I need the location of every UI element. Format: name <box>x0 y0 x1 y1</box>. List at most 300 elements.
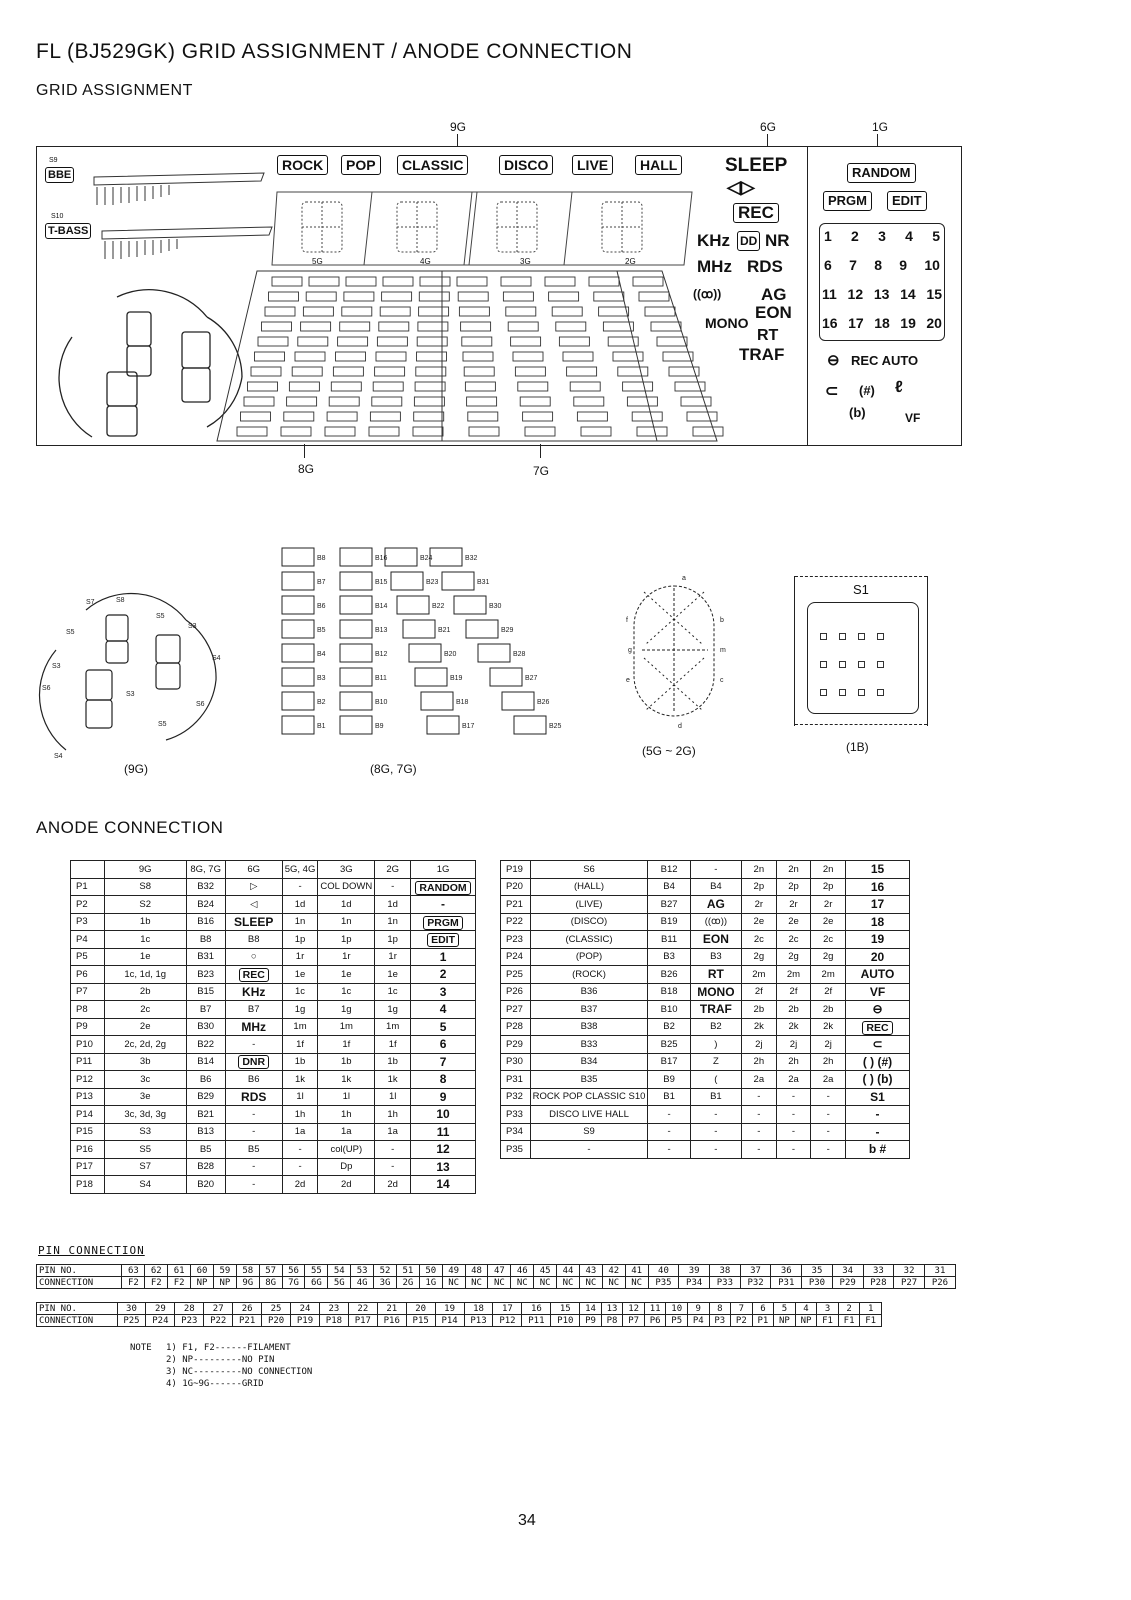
pin-row <box>37 1265 956 1277</box>
table-cell: 1a <box>318 1123 375 1141</box>
svg-text:S5: S5 <box>66 629 75 636</box>
table-cell: 1n <box>282 913 318 931</box>
pin-cell: 3G <box>374 1277 397 1289</box>
pin-cell: P21 <box>233 1315 262 1327</box>
grid-tick <box>877 134 878 146</box>
table-cell: - <box>776 1141 811 1159</box>
table-cell: P4 <box>71 931 105 949</box>
anode-table-left <box>70 860 476 1194</box>
pin-cell: 57 <box>259 1265 282 1277</box>
detail-bar-label: B22 <box>432 603 445 610</box>
table-cell: - <box>776 1106 811 1124</box>
table-cell: B32 <box>186 878 225 896</box>
table-cell: P15 <box>71 1123 105 1141</box>
table-cell: - <box>282 1141 318 1159</box>
table-cell: - <box>845 1106 909 1124</box>
table-cell: RT <box>690 966 741 984</box>
pin-cell: 17 <box>493 1303 522 1315</box>
spectrum-bar-segment <box>379 322 409 331</box>
pin-cell: 36 <box>771 1265 802 1277</box>
table-cell: 10 <box>411 1106 476 1124</box>
table-cell: MHz <box>225 1018 282 1036</box>
pin-cell: NC <box>465 1277 488 1289</box>
detail-bar-segment <box>282 644 314 662</box>
table-cell: 8 <box>411 1071 476 1089</box>
table-cell: B23 <box>186 966 225 984</box>
detail-bar-segment <box>514 716 546 734</box>
table-cell: S9 <box>530 1123 648 1141</box>
spectrum-bar-segment <box>413 427 443 436</box>
pin-cell: 18 <box>464 1303 493 1315</box>
pin-row-label: PIN NO. <box>37 1303 118 1315</box>
eon-indicator: EON <box>755 303 792 322</box>
table-cell: P14 <box>71 1106 105 1124</box>
detail-bar-segment <box>421 692 453 710</box>
table-cell: - <box>530 1141 648 1159</box>
table-cell: S3 <box>104 1123 186 1141</box>
table-cell: P24 <box>501 948 531 966</box>
pin-cell: NC <box>579 1277 602 1289</box>
table-cell: B21 <box>186 1106 225 1124</box>
table-cell: 1c <box>282 983 318 1001</box>
table-cell: - <box>648 1123 690 1141</box>
table-cell: 1c <box>375 983 411 1001</box>
pin-cell: 44 <box>557 1265 580 1277</box>
table-cell: 2c <box>776 931 811 949</box>
pin-row-label: CONNECTION <box>37 1277 122 1289</box>
table-cell: B31 <box>186 948 225 966</box>
anode-connection-heading: ANODE CONNECTION <box>36 818 224 837</box>
pin-cell: P34 <box>679 1277 710 1289</box>
pin-cell: P26 <box>924 1277 955 1289</box>
spectrum-bar-segment <box>248 382 278 391</box>
table-cell: 1d <box>318 896 375 914</box>
pin-cell: P8 <box>601 1315 623 1327</box>
table-cell: 17 <box>845 896 909 914</box>
spectrum-bar-segment <box>459 307 489 316</box>
spectrum-bar-segment <box>518 382 548 391</box>
detail-bar-segment <box>282 668 314 686</box>
table-cell: 1a <box>282 1123 318 1141</box>
table-cell: 1f <box>282 1036 318 1054</box>
dolby-icon: DD <box>737 231 760 251</box>
table-cell: 2m <box>811 966 846 984</box>
table-cell: B8 <box>225 931 282 949</box>
detail-bar-label: B18 <box>456 699 469 706</box>
table-cell: 2f <box>776 983 811 1001</box>
track-1: 1 <box>824 228 832 244</box>
spectrum-bar-segment <box>463 352 493 361</box>
table-cell: - <box>690 1123 741 1141</box>
table-row <box>71 1123 476 1141</box>
detail-bar-segment <box>340 548 372 566</box>
table-cell: 2n <box>742 861 777 879</box>
table-row <box>71 1036 476 1054</box>
grid-label-6g: 6G <box>760 120 777 134</box>
table-cell: - <box>742 1088 777 1106</box>
s10-label: S10 <box>51 213 64 220</box>
spectrum-bar-segment <box>627 397 657 406</box>
spectrum-bar-segment <box>632 412 662 421</box>
spectrum-bar-segment <box>513 352 543 361</box>
note-line: 3) NC---------NO CONNECTION <box>166 1367 313 1377</box>
table-cell: B25 <box>648 1036 690 1054</box>
detail-bar-segment <box>282 572 314 590</box>
pin-cell: 58 <box>236 1265 259 1277</box>
track-9: 9 <box>899 257 908 273</box>
table-cell: 1c <box>318 983 375 1001</box>
detail-bar-label: B10 <box>375 699 388 706</box>
table-cell: P20 <box>501 878 531 896</box>
table-cell: B7 <box>186 1001 225 1019</box>
table-row <box>501 1088 910 1106</box>
table-cell: 2g <box>776 948 811 966</box>
table-cell: P5 <box>71 948 105 966</box>
table-cell: 1e <box>282 966 318 984</box>
pin-cell: P12 <box>493 1315 522 1327</box>
table-cell: 1b <box>104 913 186 931</box>
spectrum-bar-segment <box>506 307 536 316</box>
edit-indicator: EDIT <box>887 191 927 211</box>
detail-bar-segment <box>340 644 372 662</box>
grid-tick <box>767 134 768 146</box>
table-cell: KHz <box>225 983 282 1001</box>
spectrum-bar-segment <box>298 337 328 346</box>
spectrum-bar-segment <box>508 322 538 331</box>
table-cell: B37 <box>530 1001 648 1019</box>
svg-text:S6: S6 <box>42 685 51 692</box>
pin-cell: 38 <box>710 1265 741 1277</box>
table-cell: - <box>648 1106 690 1124</box>
svg-text:a: a <box>682 575 686 582</box>
pin-cell: P19 <box>291 1315 320 1327</box>
pin-cell: P20 <box>262 1315 291 1327</box>
pin-cell: NP <box>774 1315 796 1327</box>
table-row <box>501 1053 910 1071</box>
table-header-cell: 9G <box>104 861 186 879</box>
pin-cell: 51 <box>396 1265 419 1277</box>
mode-hall: HALL <box>635 155 682 175</box>
table-row <box>501 861 910 879</box>
table-cell: 4 <box>411 1001 476 1019</box>
table-cell: Z <box>690 1053 741 1071</box>
table-cell: S6 <box>530 861 648 879</box>
pin-cell: 52 <box>374 1265 397 1277</box>
table-cell: 1p <box>282 931 318 949</box>
table-cell: ▷ <box>225 878 282 896</box>
spectrum-bar-segment <box>577 412 607 421</box>
section-divider <box>807 147 809 445</box>
pin-cell: NC <box>557 1277 580 1289</box>
spectrum-bar-segment <box>309 277 339 286</box>
table-row <box>501 983 910 1001</box>
nr-indicator: NR <box>765 231 790 250</box>
table-row <box>71 948 476 966</box>
table-cell: (DISCO) <box>530 913 648 931</box>
table-cell: Dp <box>318 1158 375 1176</box>
table-row <box>71 1158 476 1176</box>
table-header-cell: 1G <box>411 861 476 879</box>
detail-bar-label: B2 <box>317 699 326 706</box>
pin-cell: 2G <box>396 1277 419 1289</box>
table-cell: TRAF <box>690 1001 741 1019</box>
spectrum-bar-segment <box>265 307 295 316</box>
spectrum-bar-segment <box>511 337 541 346</box>
detail-bar-label: B32 <box>465 555 478 562</box>
table-cell: AG <box>690 896 741 914</box>
table-cell: B9 <box>648 1071 690 1089</box>
table-cell: P9 <box>71 1018 105 1036</box>
pin-cell: 16 <box>522 1303 551 1315</box>
pin-cell: 48 <box>465 1265 488 1277</box>
spectrum-bar-segment <box>272 277 302 286</box>
spectrum-bar-segment <box>618 367 648 376</box>
table-cell: (LIVE) <box>530 896 648 914</box>
table-cell: 2j <box>742 1036 777 1054</box>
spectrum-bar-segment <box>457 277 487 286</box>
pin-cell: 1G <box>419 1277 442 1289</box>
table-cell: B3 <box>690 948 741 966</box>
grid-label-7g: 7G <box>533 464 550 478</box>
spectrum-bar-segment <box>375 367 405 376</box>
detail-bar-label: B27 <box>525 675 538 682</box>
spectrum-bar-segment <box>255 352 285 361</box>
table-cell: 1g <box>318 1001 375 1019</box>
detail-bar-label: B29 <box>501 627 514 634</box>
table-cell: P17 <box>71 1158 105 1176</box>
table-cell: B33 <box>530 1036 648 1054</box>
pin-cell: 29 <box>146 1303 175 1315</box>
grid-2g-label: 2G <box>625 257 636 266</box>
table-row <box>71 931 476 949</box>
table-cell: 1k <box>282 1071 318 1089</box>
table-cell: 2r <box>776 896 811 914</box>
sharp-indicator: (#) <box>859 383 875 398</box>
pin-cell: 3 <box>817 1303 839 1315</box>
pin-cell: 32 <box>894 1265 925 1277</box>
pin-cell: P10 <box>551 1315 580 1327</box>
table-row <box>501 966 910 984</box>
table-cell: - <box>375 878 411 896</box>
table-cell: - <box>776 1123 811 1141</box>
table-cell: 1b <box>318 1053 375 1071</box>
table-cell: B18 <box>648 983 690 1001</box>
table-cell: 2f <box>742 983 777 1001</box>
detail-bar-segment <box>340 668 372 686</box>
pin-cell: 53 <box>351 1265 374 1277</box>
pin-row <box>37 1277 956 1289</box>
spectrum-bar-segment <box>501 277 531 286</box>
detail-bar-label: B30 <box>489 603 502 610</box>
spectrum-bar-segment <box>373 382 403 391</box>
table-row <box>71 1001 476 1019</box>
svg-text:g: g <box>628 647 632 654</box>
table-cell: - <box>742 1123 777 1141</box>
table-row <box>501 1018 910 1036</box>
table-cell: B12 <box>648 861 690 879</box>
table-cell: B11 <box>648 931 690 949</box>
table-cell: P7 <box>71 983 105 1001</box>
table-row <box>71 966 476 984</box>
pin-cell: 50 <box>419 1265 442 1277</box>
table-cell: B26 <box>648 966 690 984</box>
pin-cell: 54 <box>328 1265 351 1277</box>
detail-bar-label: B28 <box>513 651 526 658</box>
table-cell: - <box>648 1141 690 1159</box>
table-cell: 1 <box>411 948 476 966</box>
table-cell: 1d <box>375 896 411 914</box>
table-cell: 2a <box>776 1071 811 1089</box>
table-cell: 18 <box>845 913 909 931</box>
table-cell: 1e <box>375 966 411 984</box>
table-cell: 1m <box>318 1018 375 1036</box>
detail-bar-segment <box>403 620 435 638</box>
table-cell: 2p <box>811 878 846 896</box>
detail-bar-label: B6 <box>317 603 326 610</box>
pin-cell: P3 <box>709 1315 731 1327</box>
table-cell: 13 <box>411 1158 476 1176</box>
table-cell: - <box>742 1141 777 1159</box>
table-row <box>501 1106 910 1124</box>
spectrum-bar-segment <box>515 367 545 376</box>
spectrum-bar-segment <box>687 412 717 421</box>
table-cell: 3b <box>104 1053 186 1071</box>
table-cell: ((ꝏ)) <box>690 913 741 931</box>
table-cell: 2b <box>811 1001 846 1019</box>
pin-cell: P11 <box>522 1315 551 1327</box>
spectrum-bar-segment <box>344 292 374 301</box>
tbass-bargraph <box>97 219 277 263</box>
table-cell: B29 <box>186 1088 225 1106</box>
spectrum-bar-segment <box>306 292 336 301</box>
pin-cell: NC <box>534 1277 557 1289</box>
table-cell: ⊖ <box>845 1001 909 1019</box>
table-cell: 1n <box>318 913 375 931</box>
table-header-cell <box>71 861 105 879</box>
table-cell: 1b <box>282 1053 318 1071</box>
pin-cell: NC <box>625 1277 648 1289</box>
spectrum-bar-segment <box>262 322 292 331</box>
pin-cell: P13 <box>464 1315 493 1327</box>
pin-cell: NC <box>511 1277 534 1289</box>
table-cell: REC <box>225 966 282 984</box>
table-cell: P32 <box>501 1088 531 1106</box>
table-cell: 2n <box>776 861 811 879</box>
detail-bar-segment <box>282 548 314 566</box>
pin-cell: 62 <box>145 1265 168 1277</box>
table-cell: P33 <box>501 1106 531 1124</box>
table-cell: 1m <box>375 1018 411 1036</box>
table-cell: - <box>690 1141 741 1159</box>
table-cell: P28 <box>501 1018 531 1036</box>
table-cell: 1l <box>282 1088 318 1106</box>
table-cell: 2c <box>104 1001 186 1019</box>
pin-cell: 55 <box>305 1265 328 1277</box>
spectrum-bar-segment <box>523 412 553 421</box>
table-cell: P2 <box>71 896 105 914</box>
table-cell: P19 <box>501 861 531 879</box>
table-cell: 2h <box>742 1053 777 1071</box>
table-cell: B6 <box>186 1071 225 1089</box>
svg-text:S3: S3 <box>126 691 135 698</box>
pin-cell: 1 <box>860 1303 882 1315</box>
mic-icon: ℓ <box>895 379 903 396</box>
table-cell: 1h <box>375 1106 411 1124</box>
spectrum-bar-segment <box>637 427 667 436</box>
prgm-indicator: PRGM <box>823 191 872 211</box>
pin-cell: P24 <box>146 1315 175 1327</box>
spectrum-bar-segment <box>382 292 412 301</box>
table-cell: ) <box>690 1036 741 1054</box>
table-cell: 2m <box>742 966 777 984</box>
spectrum-bar-segment <box>657 337 687 346</box>
detail-bar-label: B15 <box>375 579 388 586</box>
pin-row <box>37 1303 882 1315</box>
table-cell: ROCK POP CLASSIC S10 <box>530 1088 648 1106</box>
table-cell: ○ <box>225 948 282 966</box>
table-cell: P23 <box>501 931 531 949</box>
detail-bar-label: B26 <box>537 699 550 706</box>
table-cell: 1h <box>318 1106 375 1124</box>
table-cell: 2e <box>104 1018 186 1036</box>
spectrum-bar-segment <box>251 367 281 376</box>
spectrum-bar-segment <box>331 382 361 391</box>
pin-cell: F2 <box>122 1277 145 1289</box>
table-cell: - <box>411 896 476 914</box>
pin-cell: 21 <box>377 1303 406 1315</box>
table-cell: - <box>811 1141 846 1159</box>
pin-cell: 6 <box>752 1303 774 1315</box>
table-cell: ( ) (b) <box>845 1071 909 1089</box>
table-cell: (CLASSIC) <box>530 931 648 949</box>
table-cell: REC <box>845 1018 909 1036</box>
note-line: 2) NP---------NO PIN <box>166 1355 275 1365</box>
pin-cell: P18 <box>319 1315 348 1327</box>
track-13: 13 <box>873 286 890 302</box>
detail-bar-label: B24 <box>420 555 433 562</box>
spectrum-bar-segment <box>414 412 444 421</box>
table-header-cell: 5G, 4G <box>282 861 318 879</box>
pin-cell: 9 <box>687 1303 709 1315</box>
mode-pop: POP <box>341 155 381 175</box>
spectrum-bar-segment <box>623 382 653 391</box>
pin-cell: P27 <box>894 1277 925 1289</box>
spectrum-bar-segment <box>520 397 550 406</box>
pin-cell: P17 <box>348 1315 377 1327</box>
pin-cell: 25 <box>262 1303 291 1315</box>
table-cell: 1r <box>318 948 375 966</box>
table-cell: - <box>776 1088 811 1106</box>
table-cell: 2g <box>811 948 846 966</box>
pin-cell: 35 <box>802 1265 833 1277</box>
spectrum-bar-segment <box>462 337 492 346</box>
grid-tick <box>457 134 458 146</box>
pin-cell: 27 <box>204 1303 233 1315</box>
svg-text:S4: S4 <box>212 655 221 662</box>
spectrum-bar-segment <box>549 292 579 301</box>
spectrum-bar-segment <box>258 337 288 346</box>
detail-bar-label: B21 <box>438 627 451 634</box>
spectrum-bar-segment <box>237 427 267 436</box>
table-row <box>501 1071 910 1089</box>
table-row <box>71 1053 476 1071</box>
table-cell: B4 <box>648 878 690 896</box>
table-cell: B6 <box>225 1071 282 1089</box>
spectrum-analyzer <box>217 269 747 443</box>
pin-table-1 <box>36 1264 956 1289</box>
s9-label: S9 <box>49 157 58 164</box>
tape-icon: ⊂ <box>825 383 839 400</box>
